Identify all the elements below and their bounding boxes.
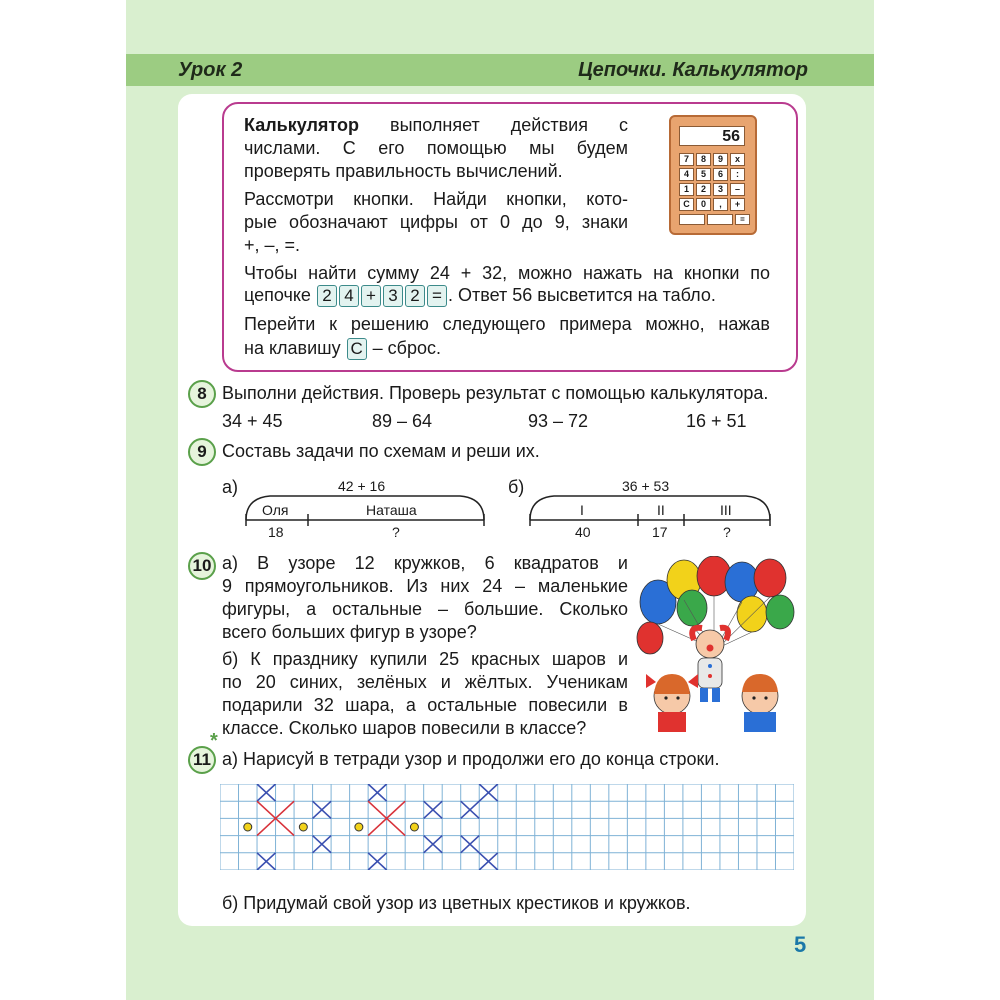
task-10-a-line-4: всего больших фигур в узоре?	[222, 622, 477, 642]
info-line-4: Рассмотри кнопки. Найди кнопки, кото-	[244, 189, 628, 209]
calculator-key: 7	[679, 153, 694, 166]
schema-a-value-1: 18	[268, 524, 284, 540]
task-10-b-line-1: б) К празднику купили 25 красных шаров и	[222, 649, 628, 669]
boy	[742, 674, 778, 732]
yellow-dot	[299, 823, 307, 831]
calculator-key: 9	[713, 153, 728, 166]
calculator-key: C	[679, 198, 694, 211]
info-line-10-pre: на клавишу	[244, 338, 341, 358]
calculator-key: 2	[696, 183, 711, 196]
task-8-expr-3: 93 – 72	[528, 411, 589, 431]
info-term: Калькулятор	[244, 115, 360, 135]
chain-key: 4	[339, 285, 359, 307]
task-10-b-line-2: по 20 синих, зелёных и жёлтых. Ученикам	[222, 672, 628, 692]
schema-b-value-3: ?	[723, 524, 731, 540]
chain-key: +	[361, 285, 381, 307]
chain-key: 2	[405, 285, 425, 307]
page-number: 5	[794, 932, 807, 957]
chain-key: =	[427, 285, 447, 307]
calculator-display: 56	[679, 126, 745, 146]
info-line-6: +, –, =.	[244, 235, 301, 255]
notebook-pattern-grid	[220, 784, 794, 870]
task-9-text: Составь задачи по схемам и реши их.	[222, 441, 540, 461]
schema-b-drawing	[530, 496, 770, 526]
girl	[646, 674, 698, 732]
task-9-number: 9	[188, 438, 216, 466]
task-11-a-text: а) Нарисуй в тетради узор и продолжи его до конца строки.	[222, 749, 720, 769]
schema-a-drawing	[246, 496, 484, 526]
task-11-number: 11	[188, 746, 216, 774]
yellow-dot	[244, 823, 252, 831]
schema-b-value-2: 17	[652, 524, 668, 540]
schema-a-label: а)	[222, 477, 239, 497]
calculator-key: 3	[713, 183, 728, 196]
task-8-number: 8	[188, 380, 216, 408]
info-line-8-post: . Ответ 56 высветится на табло.	[447, 285, 716, 305]
clown	[692, 628, 728, 702]
task-8-expr-4: 16 + 51	[686, 411, 747, 431]
calculator-key: 0	[696, 198, 711, 211]
info-line-1-rest: выполняет действия с	[390, 115, 628, 135]
info-line-8-pre: цепочке	[244, 285, 311, 305]
task-8-expr-1: 34 + 45	[222, 411, 283, 431]
info-line-5: рые обозначают цифры от 0 до 9, знаки	[244, 212, 628, 232]
schema-a-total: 42 + 16	[338, 478, 386, 494]
lesson-number: Урок 2	[178, 58, 243, 81]
info-line-7: Чтобы найти сумму 24 + 32, можно нажать на кнопки по	[244, 263, 770, 283]
chain-key: 3	[383, 285, 403, 307]
task-10-b-line-4: классе. Сколько шаров повесили в классе?	[222, 718, 587, 738]
calculator-key: 1	[679, 183, 694, 196]
calculator-key: 6	[713, 168, 728, 181]
calculator-key: –	[730, 183, 745, 196]
calculator-key: 4	[679, 168, 694, 181]
schema-a-brace	[246, 496, 484, 520]
task-10-a-line-2: 9 прямоугольников. Из них 24 – маленькие	[222, 576, 628, 596]
task-10-number: 10	[188, 552, 216, 580]
schema-b-label: б)	[508, 477, 525, 497]
task-10-a-line-1: а) В узоре 12 кружков, 6 квадратов и	[222, 553, 628, 573]
reset-key: С	[347, 338, 367, 360]
schema-b-brace	[530, 496, 770, 520]
schema-a-value-2: ?	[392, 524, 400, 540]
task-10-b-line-3: подарили 32 шара, а остальные повесили в	[222, 695, 628, 715]
calculator-key: x	[730, 153, 745, 166]
schema-a-part-2: Наташа	[366, 502, 417, 518]
calculator-key: +	[730, 198, 745, 211]
schema-b-part-2: II	[657, 502, 665, 518]
schema-b-total: 36 + 53	[622, 478, 670, 494]
schema-a-part-1: Оля	[262, 502, 289, 518]
chain-key: 2	[317, 285, 337, 307]
calculator-key: ,	[713, 198, 728, 211]
schema-b-value-1: 40	[575, 524, 591, 540]
task-8-text: Выполни действия. Проверь результат с помощью калькулятора.	[222, 383, 769, 403]
schema-b-part-3: III	[720, 502, 732, 518]
info-line-3: проверять правильность вычислений.	[244, 161, 563, 181]
task-11-b-text: б) Придумай свой узор из цветных крестиков и кружков.	[222, 893, 691, 913]
task-8-expr-2: 89 – 64	[372, 411, 433, 431]
balloons-clown-illustration	[632, 556, 796, 732]
calculator-key: :	[730, 168, 745, 181]
calculator-key: =	[735, 214, 750, 225]
info-line-2: числами. С его помощью мы будем	[244, 138, 628, 158]
info-line-9: Перейти к решению следующего примера можно, нажав	[244, 314, 770, 334]
schema-b-part-1: I	[580, 502, 584, 518]
lesson-topic: Цепочки. Калькулятор	[578, 58, 808, 81]
yellow-dot	[355, 823, 363, 831]
calculator-key: 5	[696, 168, 711, 181]
yellow-dot	[410, 823, 418, 831]
task-11-star: *	[210, 730, 218, 752]
info-line-10-post: – сброс.	[372, 338, 441, 358]
task-10-a-line-3: фигуры, а остальные – большие. Сколько	[222, 599, 628, 619]
calculator-key: 8	[696, 153, 711, 166]
